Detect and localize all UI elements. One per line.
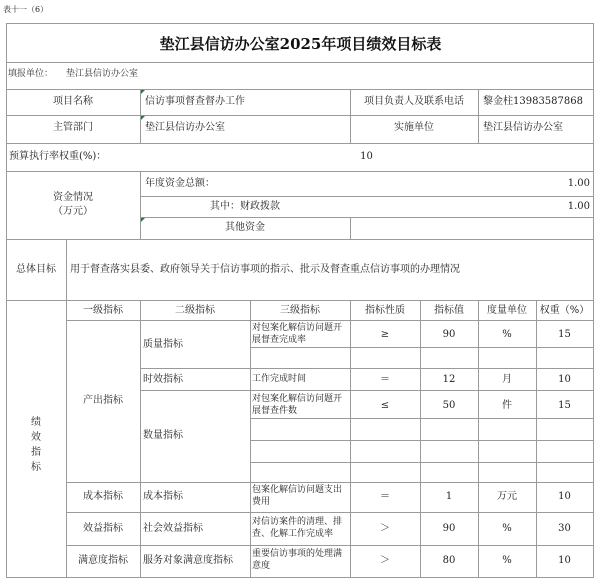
funds-label: 资金情况 — [53, 192, 93, 203]
indicator-name-cont: 展督查完成率 — [252, 335, 307, 345]
indicator-unit: 月 — [502, 374, 512, 385]
indicator-weight: 15 — [558, 329, 571, 340]
section-label: 效 — [31, 432, 41, 443]
indicator-name-cont: 查、化解工作完成率 — [252, 529, 334, 539]
finance-value: 1.00 — [567, 201, 590, 212]
indicator-nature: ＞ — [380, 555, 390, 566]
indicator-nature: ＝ — [380, 374, 390, 385]
section-label: 标 — [31, 462, 41, 473]
level1-output: 产出指标 — [83, 395, 123, 406]
indicator-weight: 10 — [558, 555, 571, 566]
total-funds-value: 1.00 — [567, 178, 590, 189]
owner-label: 项目负责人及联系电话 — [364, 96, 464, 107]
indicator-weight: 10 — [558, 491, 571, 502]
project-name-value: 信访事项督查督办工作 — [145, 96, 245, 107]
level1-cost: 成本指标 — [83, 491, 123, 502]
level2-quality: 质量指标 — [143, 339, 183, 350]
indicator-value: 90 — [442, 329, 456, 340]
unit-label: 填报单位： — [8, 69, 54, 79]
header-level1: 一级指标 — [83, 305, 123, 316]
total-funds-label: 年度资金总额： — [145, 178, 215, 189]
indicator-unit: 万元 — [497, 491, 517, 502]
indicator-name: 重要信访事项的处理满 — [252, 549, 343, 559]
header-nature: 指标性质 — [365, 305, 405, 316]
header-weight: 权重（%） — [539, 305, 590, 316]
exec-label: 实施单位 — [394, 122, 434, 133]
dept-value: 垫江县信访办公室 — [145, 122, 225, 133]
indicator-name: 对包案化解信访问题开 — [252, 394, 343, 404]
cell-marker-icon — [141, 218, 145, 222]
indicator-unit: % — [502, 523, 512, 534]
indicator-nature: ≤ — [380, 400, 390, 411]
level2-cost: 成本指标 — [143, 491, 183, 502]
indicator-nature: ＞ — [380, 523, 390, 534]
indicator-value: 12 — [442, 374, 456, 385]
indicator-value: 80 — [442, 555, 456, 566]
indicator-unit: % — [502, 329, 512, 340]
indicator-weight: 30 — [558, 523, 571, 534]
section-label: 指 — [31, 447, 41, 458]
overall-goal-value: 用于督查落实县委、政府领导关于信访事项的指示、批示及督查重点信访事项的办理情况 — [70, 264, 460, 275]
indicator-unit: 件 — [502, 400, 512, 411]
indicator-name: 对信访案件的清理、排 — [252, 517, 343, 527]
indicator-weight: 10 — [558, 374, 571, 385]
funds-unit-label: （万元） — [53, 206, 93, 217]
page-title: 垫江县信访办公室2025年项目绩效目标表 — [159, 35, 442, 53]
indicator-unit: % — [502, 555, 512, 566]
project-name-label: 项目名称 — [53, 96, 93, 107]
other-funds-label: 其他资金 — [225, 222, 265, 233]
cell-marker-icon — [141, 116, 145, 120]
level2-quantity: 数量指标 — [143, 430, 183, 441]
header-unit: 度量单位 — [487, 305, 527, 316]
indicator-value: 90 — [442, 523, 456, 534]
budget-weight-label: 预算执行率权重(%)： — [9, 151, 107, 162]
indicator-name: 工作完成时间 — [252, 374, 307, 384]
indicator-name: 包案化解信访问题支出 — [252, 485, 343, 495]
header-level3: 三级指标 — [280, 305, 320, 316]
indicator-name-cont: 展督查件数 — [252, 406, 298, 416]
indicator-nature: ＝ — [380, 491, 390, 502]
section-label: 绩 — [31, 417, 41, 428]
dept-label: 主管部门 — [53, 122, 93, 133]
level2-social: 社会效益指标 — [143, 523, 203, 534]
indicator-nature: ≥ — [380, 329, 390, 340]
indicator-name-cont: 意度 — [252, 561, 271, 571]
unit-value: 垫江县信访办公室 — [66, 69, 139, 79]
header-level2: 二级指标 — [175, 305, 215, 316]
indicator-name: 对包案化解信访问题开 — [252, 323, 343, 333]
budget-weight-value: 10 — [360, 151, 373, 162]
level1-satisfaction: 满意度指标 — [78, 555, 128, 566]
exec-value: 垫江县信访办公室 — [483, 122, 563, 133]
indicator-name-cont: 费用 — [252, 497, 271, 507]
indicator-value: 1 — [445, 491, 453, 502]
finance-label: 其中：财政拨款 — [210, 201, 280, 212]
cell-marker-icon — [141, 90, 145, 94]
level2-service: 服务对象满意度指标 — [143, 555, 233, 566]
overall-goal-label: 总体目标 — [16, 264, 56, 275]
table-number: 表十一（6） — [3, 5, 49, 14]
indicator-weight: 15 — [558, 400, 571, 411]
owner-value: 黎金柱13983587868 — [483, 96, 583, 107]
level1-benefit: 效益指标 — [83, 523, 123, 534]
level2-timeliness: 时效指标 — [143, 374, 183, 385]
header-value: 指标值 — [434, 305, 464, 316]
indicator-value: 50 — [442, 400, 456, 411]
